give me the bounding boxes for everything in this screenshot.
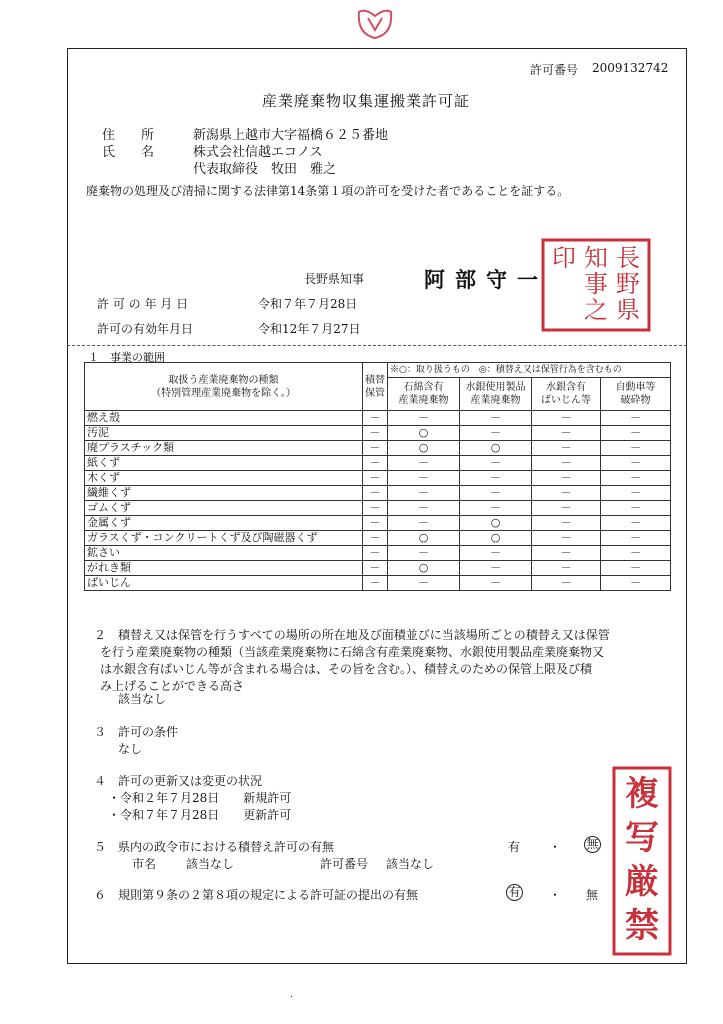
section5-city-value: 該当なし — [186, 857, 235, 871]
section3-title: ３ 許可の条件 — [94, 725, 179, 739]
header-auto-line1: 自動車等 — [615, 382, 656, 393]
mercury-cell: ○ — [460, 516, 532, 531]
mercury-dust-cell: － — [532, 531, 601, 546]
header-waste-type — [85, 363, 363, 411]
certification-text: 廃棄物の処理及び清掃に関する法律第14条第１項の許可を受けた者であることを証する。 — [86, 184, 570, 198]
storage-cell: － — [363, 516, 388, 531]
permit-number-label: 許可番号 — [530, 63, 579, 77]
auto-cell: － — [601, 516, 671, 531]
auto-cell: － — [601, 531, 671, 546]
section2-value: 該当なし — [118, 692, 167, 706]
asbestos-cell: － — [388, 546, 460, 561]
storage-cell: － — [363, 576, 388, 591]
storage-cell: － — [363, 531, 388, 546]
address-label: 住 所 — [102, 128, 155, 143]
table-row — [85, 561, 671, 576]
section5-title: ５ 県内の政令市における積替え許可の有無 — [94, 840, 335, 854]
section1-title: １ 事業の範囲 — [88, 351, 165, 364]
mercury-dust-cell: － — [532, 546, 601, 561]
mercury-dust-cell: － — [532, 426, 601, 441]
mercury-dust-cell: － — [532, 456, 601, 471]
mercury-cell: － — [460, 486, 532, 501]
storage-cell: － — [363, 486, 388, 501]
storage-cell: － — [363, 471, 388, 486]
header-mercury-line2: 産業廃棄物 — [470, 395, 521, 406]
header-mercury-dust-line2: ばいじん等 — [541, 395, 591, 406]
table-row — [85, 486, 671, 501]
waste-type-cell: 燃え殻 — [85, 411, 363, 426]
asbestos-cell: ○ — [388, 531, 460, 546]
section6-yes-circled — [506, 884, 523, 901]
copy-seal-char: 複 — [625, 774, 659, 814]
storage-cell: － — [363, 441, 388, 456]
asbestos-cell: － — [388, 576, 460, 591]
document-title: 産業廃棄物収集運搬業許可証 — [262, 92, 471, 110]
name-label: 氏 名 — [102, 145, 155, 160]
mercury-cell: ○ — [460, 531, 532, 546]
section6-yes: 有 — [506, 884, 523, 901]
asbestos-cell: － — [388, 471, 460, 486]
section2-line: は水銀含有ばいじん等が含まれる場合は、その旨を含む。）、積替えのための保管上限及び積 — [100, 662, 593, 676]
auto-cell: － — [601, 441, 671, 456]
copy-seal-char: 厳 — [625, 862, 659, 902]
header-storage-line1: 積替 — [365, 374, 385, 386]
section4-title: ４ 許可の更新又は変更の状況 — [94, 774, 263, 788]
mercury-cell: － — [460, 471, 532, 486]
mercury-cell: － — [460, 426, 532, 441]
header-mercury-dust — [532, 378, 601, 411]
auto-cell: － — [601, 426, 671, 441]
table-row — [85, 501, 671, 516]
storage-cell: － — [363, 456, 388, 471]
mercury-dust-cell: － — [532, 576, 601, 591]
table-row — [85, 441, 671, 456]
waste-type-cell: 木くず — [85, 471, 363, 486]
header-storage-line2: 保管 — [365, 387, 385, 399]
section6-dot: ・ — [549, 888, 562, 902]
dot-mark: . — [290, 990, 293, 1000]
table-row — [85, 411, 671, 426]
storage-cell: － — [363, 411, 388, 426]
table-row — [85, 576, 671, 591]
section-divider — [67, 345, 687, 346]
header-mercury-line1: 水銀使用製品 — [465, 382, 526, 393]
governor-seal-column: 知事之 — [584, 244, 608, 324]
governor-seal-column: 印 — [552, 244, 576, 272]
section6-title: ６ 規則第９条の２第８項の規定による許可証の提出の有無 — [94, 888, 419, 902]
mercury-dust-cell: － — [532, 441, 601, 456]
mercury-dust-cell: － — [532, 411, 601, 426]
auto-cell: － — [601, 561, 671, 576]
table-row — [85, 471, 671, 486]
header-storage — [363, 363, 388, 411]
header-mercury — [460, 378, 532, 411]
asbestos-cell: ○ — [388, 561, 460, 576]
section5-yes: 有 — [508, 840, 521, 854]
asbestos-cell: ○ — [388, 426, 460, 441]
section5-permit-value: 該当なし — [386, 857, 435, 871]
storage-cell: － — [363, 546, 388, 561]
waste-type-cell: 鉱さい — [85, 546, 363, 561]
table-row — [85, 546, 671, 561]
governor-seal-column: 長野県 — [616, 244, 640, 324]
governor-seal — [540, 237, 652, 333]
section5-city-label: 市名 — [132, 857, 157, 871]
governor-title: 長野県知事 — [304, 272, 365, 286]
section5-no: 無 — [584, 836, 601, 853]
header-asbestos — [388, 378, 460, 411]
section2-line: を行う産業廃棄物の種類（当該産業廃棄物に石綿含有産業廃棄物、水銀使用製品産業廃棄物又 — [100, 645, 605, 659]
mercury-cell: － — [460, 411, 532, 426]
header-mercury-dust-line1: 水銀含有 — [546, 382, 586, 393]
waste-type-cell: ゴムくず — [85, 501, 363, 516]
copy-seal-char: 禁 — [625, 906, 659, 946]
copy-prohibited-seal — [612, 766, 672, 956]
waste-type-cell: 紙くず — [85, 456, 363, 471]
section5-no-circled — [584, 836, 601, 853]
asbestos-cell: － — [388, 516, 460, 531]
mercury-dust-cell: － — [532, 561, 601, 576]
asbestos-cell: － — [388, 411, 460, 426]
auto-cell: － — [601, 471, 671, 486]
asbestos-cell: － — [388, 501, 460, 516]
waste-type-cell: 廃プラスチック類 — [85, 441, 363, 456]
permit-date-label: 許 可 の 年 月 日 — [97, 297, 189, 311]
section4-item: ・令和７年７月28日 更新許可 — [108, 808, 292, 822]
auto-cell: － — [601, 411, 671, 426]
table-legend: ※○：取り扱うもの ◎：積替え又は保管行為を含むもの — [388, 363, 671, 378]
auto-cell: － — [601, 486, 671, 501]
mercury-dust-cell: － — [532, 471, 601, 486]
header-waste-type-line1: 取扱う産業廃棄物の種類 — [168, 374, 279, 386]
auto-cell: － — [601, 546, 671, 561]
mercury-dust-cell: － — [532, 501, 601, 516]
section2-line: み上げることができる高さ — [100, 679, 245, 693]
section2-text — [94, 627, 610, 695]
storage-cell: － — [363, 561, 388, 576]
waste-type-cell: 汚泥 — [85, 426, 363, 441]
section5-dot: ・ — [549, 840, 562, 854]
copy-seal-char: 写 — [625, 818, 659, 858]
table-row — [85, 531, 671, 546]
header-auto — [601, 378, 671, 411]
mercury-cell: － — [460, 561, 532, 576]
mercury-cell: － — [460, 546, 532, 561]
section4-item: ・令和２年７月28日 新規許可 — [108, 791, 292, 805]
storage-cell: － — [363, 426, 388, 441]
asbestos-cell: － — [388, 486, 460, 501]
table-row — [85, 516, 671, 531]
section2-line: ２ 積替え又は保管を行うすべての場所の所在地及び面積並びに当該場所ごとの積替え又は保管 — [94, 628, 610, 642]
waste-type-cell: ばいじん — [85, 576, 363, 591]
top-seal-mark — [351, 4, 399, 44]
header-asbestos-line2: 産業廃棄物 — [398, 395, 449, 406]
permit-number: 2009132742 — [592, 61, 669, 75]
section5-permit-label: 許可番号 — [320, 857, 369, 871]
permit-date-value: 令和７年７月28日 — [258, 297, 358, 311]
company-name: 株式会社信越エコノス — [193, 145, 323, 160]
waste-type-cell: 金属くず — [85, 516, 363, 531]
waste-type-cell: がれき類 — [85, 561, 363, 576]
asbestos-cell: ○ — [388, 441, 460, 456]
asbestos-cell: － — [388, 456, 460, 471]
valid-until-label: 許可の有効年月日 — [97, 322, 194, 336]
mercury-dust-cell: － — [532, 486, 601, 501]
waste-type-cell: 繊維くず — [85, 486, 363, 501]
mercury-dust-cell: － — [532, 516, 601, 531]
representative-name: 代表取締役 牧田 雅之 — [193, 162, 337, 177]
header-asbestos-line1: 石綿含有 — [403, 382, 444, 393]
address-value: 新潟県上越市大字福橋６２５番地 — [193, 128, 389, 143]
table-row — [85, 426, 671, 441]
mercury-cell: － — [460, 456, 532, 471]
waste-type-cell: ガラスくず・コンクリートくず及び陶磁器くず — [85, 531, 363, 546]
section6-no: 無 — [586, 888, 599, 902]
storage-cell: － — [363, 501, 388, 516]
section3-value: なし — [118, 742, 143, 756]
governor-name: 阿部守一 — [424, 267, 548, 292]
header-waste-type-line2: （特別管理産業廃棄物を除く。） — [151, 387, 296, 399]
auto-cell: － — [601, 501, 671, 516]
mercury-cell: － — [460, 501, 532, 516]
table-row — [85, 456, 671, 471]
mercury-cell: ○ — [460, 441, 532, 456]
auto-cell: － — [601, 456, 671, 471]
valid-until-value: 令和12年７月27日 — [258, 322, 361, 336]
header-auto-line2: 破砕物 — [620, 395, 651, 406]
auto-cell: － — [601, 576, 671, 591]
mercury-cell: － — [460, 576, 532, 591]
business-range-table — [84, 362, 671, 591]
